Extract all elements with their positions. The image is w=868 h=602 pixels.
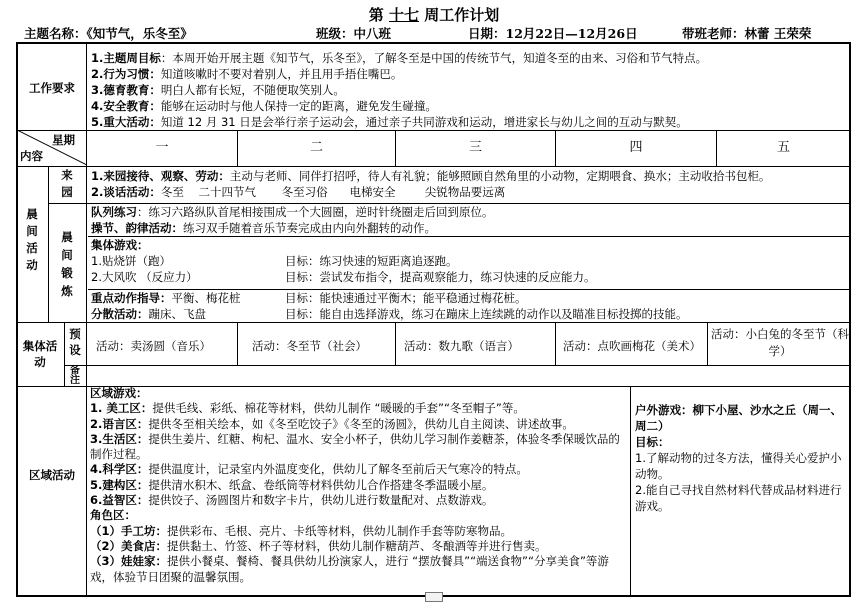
theme-name: 主题名称：《知节气，乐冬至》: [24, 26, 193, 41]
weekday-thu: 四: [629, 140, 643, 155]
requirement-item: 4.安全教育：能够在运动时与他人保持一定的距离，避免发生碰撞。: [91, 99, 437, 113]
zone-item: 5.建构区：提供清水积木、纸盒、卷纸筒等材料供幼儿合作搭建冬季温暖小屋。: [90, 477, 494, 492]
weekday-tue: 二: [309, 140, 323, 155]
plan-header: [20, 24, 850, 40]
note-label: 备注: [70, 366, 80, 386]
requirement-item: 2.行为习惯：知道咳嗽时不要对着别人，并且用手捂住嘴巴。: [91, 67, 403, 81]
requirement-item: 1.主题周目标：本周开始开展主题《知节气，乐冬至》，了解冬至是中国的传统节气，知道冬至的由来、习俗和节气特点。: [91, 51, 708, 65]
role-item: （2）美食店：提供黏土、竹签、杯子等材料，供幼儿制作糖葫芦、冬酿酒等并进行售卖。: [90, 538, 547, 553]
requirement-item: 5.重大活动：知道 12 月 31 日是会举行亲子运动会，通过亲子共同游戏和运动，增进家长与幼儿之间的互动与默契。: [91, 115, 688, 129]
zone-item: 4.科学区：提供温度计，记录室内外温度变化，供幼儿了解冬至前后天气寒冷的特点。: [90, 462, 528, 477]
outdoor-goal: 1.了解动物的过冬方法，懂得关心爱护小动物。: [635, 451, 842, 481]
outdoor-games: [635, 402, 849, 514]
weekday-fri: 五: [776, 140, 790, 155]
arrival-line: 1.来园接待、观察、劳动：主动与老师、同伴打招呼，待人有礼貌；能够照顾自然角里的小动物，定期喂食、换水；主动收拾书包柜。: [91, 169, 771, 183]
zone-item: 2.语言区：提供冬至相关绘本，如《冬至吃饺子》《冬至的汤圆》，供幼儿自主阅读、讲述故事。: [90, 416, 574, 431]
zone-item: 1. 美工区：提供毛线、彩纸、棉花等材料，供幼儿制作 “暖暖的手套”“冬至帽子”等。: [90, 401, 525, 416]
corner-content: 内容: [20, 149, 43, 163]
outdoor-title: 户外游戏：柳下小屋、沙水之丘（周一、周二）: [635, 403, 842, 433]
requirements-list: [91, 50, 849, 130]
requirements-label: 工作要求: [29, 81, 75, 95]
action-guidance: 重点动作指导：平衡、梅花桩 目标：能快速通过平衡木；能平稳通过梅花桩。 分散活动：蹦床、飞盘 目标：能自由选择游戏，练习在蹦床上连续跳的动作以及瞄准目标投掷的技能。: [91, 291, 688, 321]
outdoor-goal: 2.能自己寻找自然材料代替成品材料进行游戏。: [635, 483, 842, 513]
activity-mon: 活动：卖汤圆（音乐）: [96, 339, 211, 353]
formation-practice: 队列练习：练习六路纵队首尾相接围成一个大圆圈，逆时针绕圈走后回到原位。 操节、韵律活动：练习双手随着音乐节奏完成由内向外翻转的动作。: [91, 205, 494, 235]
activity-thu: 活动：点吹画梅花（美术）: [563, 339, 701, 353]
corner-weekday: 星期: [52, 133, 75, 147]
weekday-wed: 三: [468, 140, 482, 155]
arrival-label: 来园: [61, 168, 73, 199]
role-item: （1）手工坊：提供彩布、毛根、亮片、卡纸等材料，供幼儿制作手套等防寒物品。: [90, 523, 513, 538]
area-zones: 区域游戏： 1. 美工区：提供毛线、彩纸、棉花等材料，供幼儿制作 “暖暖的手套”“冬至帽子”等。 2.语言区：提供冬至相关绘本，如《冬至吃饺子》《冬至的汤圆》，供幼儿自主阅读、讲述故事。 3.生活区：提供生姜片、红糖、枸杞、温水、安全小杯子，供幼儿学习制作姜糖茶，体验冬季保暖饮品的制作过程。 4.科学区：提供温度计，记录室内外温度变化，供幼儿了解冬至前后天气寒冷的特点。 5.建构区：提供清水积木、纸盒、卷纸筒等材料供幼儿合作搭建冬季温暖小屋。 6.益智区：提供饺子、汤圆图片和数字卡片，供幼儿进行数量配对、点数游戏。 角色区： （1）手工坊：提供彩布、毛根、亮片、卡纸等材料，供幼儿制作手套等防寒物品。 （2）美食店：提供黏土、竹签、杯子等材料，供幼儿制作糖葫芦、冬酿酒等并进行售卖。 （3）娃娃家：提供小餐桌、餐椅、餐具供幼儿扮演家人，进行 “摆放餐具”“端送食物”“分享美食”等游戏，体验节日团聚的温馨氛围。: [90, 386, 628, 585]
activity-tue: 活动：冬至节（社会）: [252, 339, 367, 353]
weekday-mon: 一: [155, 140, 169, 155]
activity-fri: 活动：小白兔的冬至节（科学）: [711, 327, 849, 358]
collective-label: 集体活动: [22, 339, 58, 369]
arrival-content: [91, 168, 849, 200]
requirement-item: 3.德育教育：明白人都有长短，不随便取笑别人。: [91, 83, 345, 97]
group-games: 集体游戏： 1.贴烧饼（跑） 目标：练习快速的短距离追逐跑。 2.大风吹 （反应力） 目标：尝试发布指令，提高观察能力，练习快速的反应能力。: [91, 238, 596, 284]
arrival-line: 2.谈话活动：冬至 二十四节气 冬至习俗 电梯安全 尖锐物品要远离: [91, 185, 506, 199]
preset-label: 预设: [69, 327, 81, 357]
role-item: （3）娃娃家：提供小餐桌、餐椅、餐具供幼儿扮演家人，进行 “摆放餐具”“端送食物”“分享美食”等游戏，体验节日团聚的温馨氛围。: [90, 554, 609, 584]
date-range: 日期：12月22日—12月26日: [468, 26, 638, 41]
zone-item: 3.生活区：提供生姜片、红糖、枸杞、温水、安全小杯子，供幼儿学习制作姜糖茶，体验冬季保暖饮品的制作过程。: [90, 431, 620, 462]
zone-item: 6.益智区：提供饺子、汤圆图片和数字卡片，供幼儿进行数量配对、点数游戏。: [90, 493, 494, 508]
class-name: 班级：中八班: [316, 26, 392, 41]
page-title: 第 十七 周工作计划: [368, 6, 500, 24]
activity-wed: 活动：数九歌（语言）: [404, 339, 519, 353]
exercise-label: 晨间锻炼: [61, 230, 73, 298]
outdoor-goal-title: 目标：: [635, 435, 670, 449]
area-label: 区域活动: [29, 468, 75, 482]
scroll-handle[interactable]: [425, 592, 443, 602]
morning-label: 晨间活动: [26, 207, 38, 272]
teachers: 带班老师：林蕾 王荣荣: [682, 26, 812, 41]
